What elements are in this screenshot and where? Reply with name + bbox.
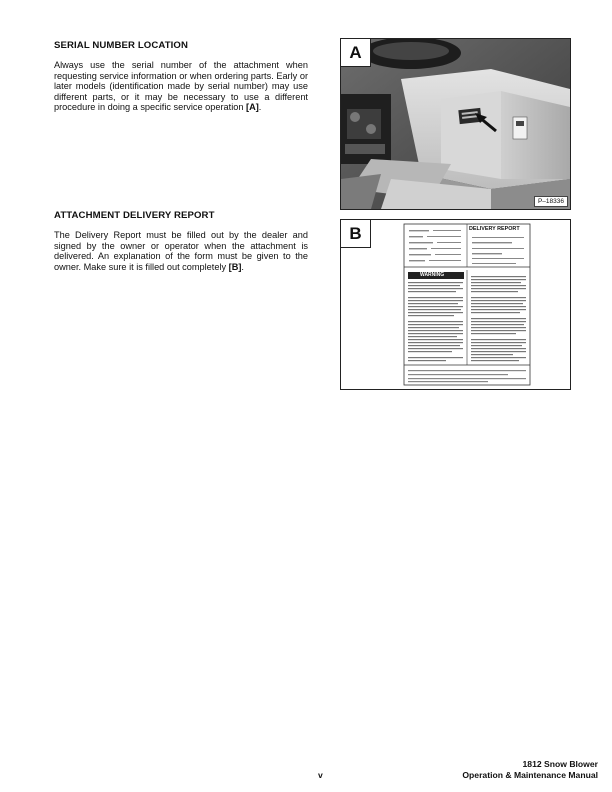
figure-a-reference: [A] [246, 102, 259, 113]
figure-b-delivery-report [340, 219, 571, 390]
delivery-report-period: . [241, 261, 244, 272]
delivery-report-text: The Delivery Report must be filled out by the dealer and signed by the owner or operator when the attachment is delivered. An explanation of the form must be given to the owner. Make sure it is filled out completely [54, 230, 308, 272]
serial-number-paragraph [54, 60, 308, 113]
serial-number-text: Always use the serial number of the attachment when requesting service information or when ordering parts. Early or later models (identification made by serial number) may use different parts, or it may be necessary to use a different procedure in doing a specific service operation [54, 60, 308, 113]
delivery-report-paragraph [54, 230, 308, 272]
serial-number-heading: SERIAL NUMBER LOCATION [54, 40, 189, 51]
figure-b-reference: [B] [228, 261, 242, 272]
delivery-report-heading: ATTACHMENT DELIVERY REPORT [54, 210, 215, 221]
delivery-report-form-image [341, 220, 570, 389]
figure-b-label: B [341, 220, 371, 248]
footer-manual-title: Operation & Maintenance Manual [462, 770, 598, 780]
form-warning-label: WARNING [420, 272, 445, 278]
figure-a-label: A [341, 39, 371, 67]
page-number: v [318, 770, 323, 780]
serial-number-period: . [258, 102, 262, 113]
photo-code: P–18336 [534, 196, 568, 207]
footer-model-title: 1812 Snow Blower [522, 759, 598, 769]
figure-a-serial-photo [340, 38, 571, 210]
serial-plate-photo-image [341, 39, 570, 209]
form-title: DELIVERY REPORT [469, 226, 520, 232]
